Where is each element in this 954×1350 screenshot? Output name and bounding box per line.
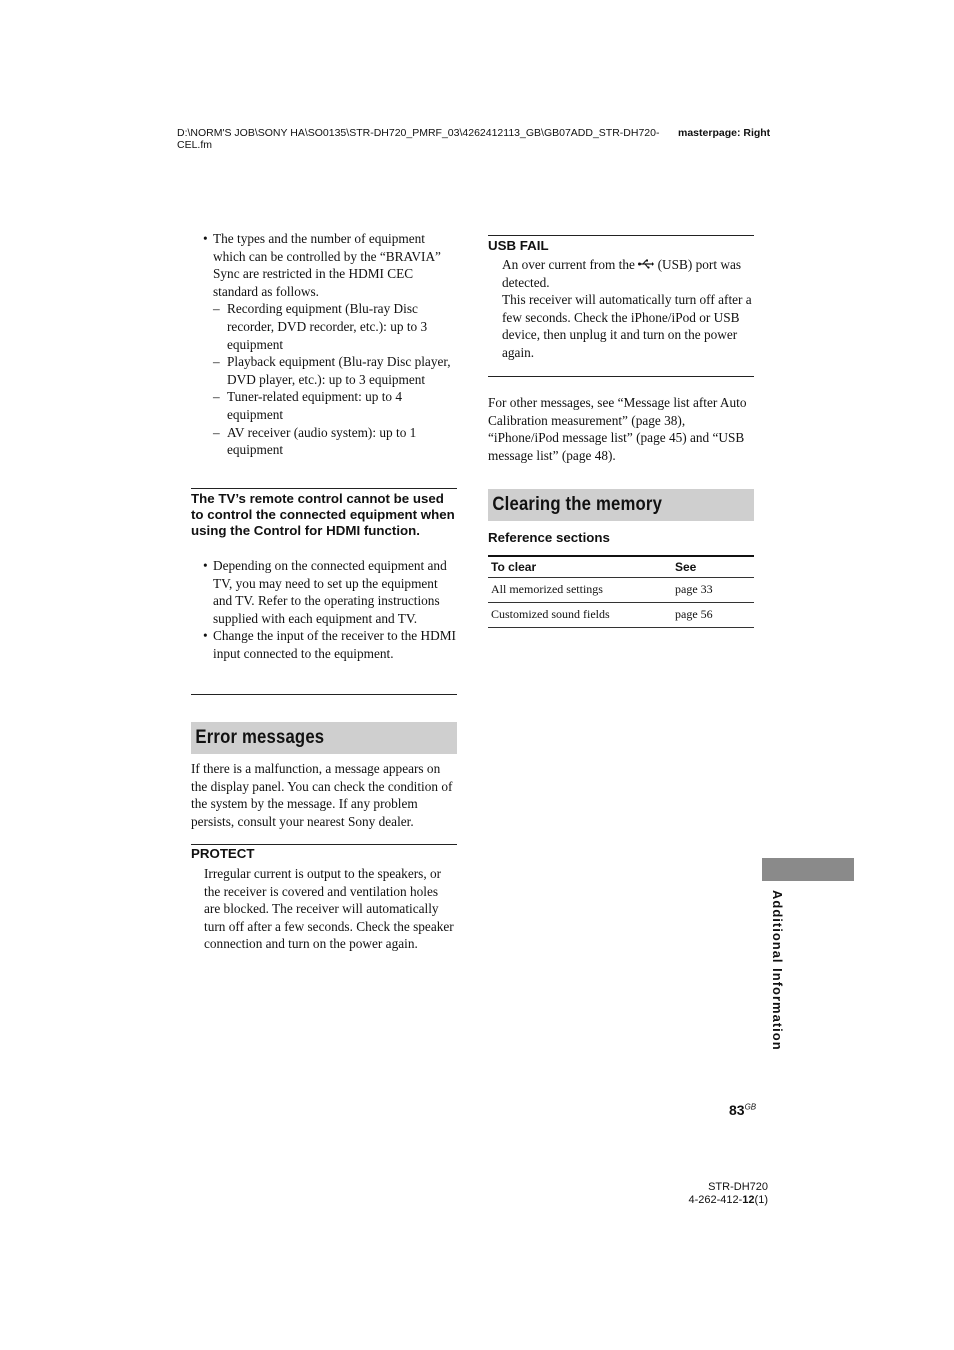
divider: [191, 488, 457, 489]
part-number: [660, 1194, 768, 1207]
list-item: – Recording equipment (Blu-ray Disc recorder, DVD recorder, etc.): up to 3 equipment: [213, 301, 428, 352]
section-header-error-messages: [191, 722, 457, 754]
side-tab-label: [770, 890, 790, 1060]
table-row: [488, 578, 754, 603]
table-cell: All memorized settings: [488, 578, 672, 603]
page-number-suffix: GB: [744, 1102, 757, 1112]
protect-heading: PROTECT: [191, 846, 255, 861]
page-number-value: 83: [729, 1102, 745, 1118]
tv-remote-bullets: [191, 557, 457, 663]
usb-text-before: An over current from the: [502, 257, 635, 272]
page-number: [729, 1102, 756, 1118]
divider: [191, 844, 457, 845]
reference-table: [488, 555, 754, 628]
side-tab-marker: [762, 858, 854, 881]
table-row: [488, 603, 754, 628]
error-intro: If there is a malfunction, a message appears on the display panel. You can check the condition of the system by the message. If any problem persists, consult your nearest Sony dealer.: [191, 761, 453, 829]
section-header-clearing-memory: [488, 489, 754, 521]
usb-fail-text: [502, 256, 754, 362]
list-item: • Depending on the connected equipment and TV, you may need to set up the equipment and TV. Refer to the operating instructions supplied with each equipment and TV.: [203, 558, 447, 626]
column-header-see: See: [672, 556, 754, 578]
section-title: Error messages: [195, 727, 325, 748]
dash-text: AV receiver (audio system): up to 1 equipment: [227, 424, 417, 458]
bullet-text: Change the input of the receiver to the HDMI input connected to the equipment.: [213, 628, 456, 661]
reference-sections-heading: Reference sections: [488, 530, 610, 545]
model-number: STR-DH720: [708, 1181, 768, 1193]
part-number-bold: 12: [742, 1193, 755, 1206]
usb-text-after: (USB) port was detected.: [502, 257, 742, 290]
dash-text: Playback equipment (Blu-ray Disc player, DVD player, etc.): up to 3 equipment: [227, 354, 451, 387]
list-item: – Tuner-related equipment: up to 4 equipment: [213, 389, 403, 422]
table-cell: page 33: [672, 578, 754, 603]
tv-remote-heading: The TV’s remote control cannot be used to control the connected equipment when using the Control for HDMI function.: [191, 491, 455, 538]
list-item: • The types and the number of equipment which can be controlled by the “BRAVIA” Sync are restricted in the HDMI CEC standard as follows.: [203, 231, 441, 299]
usb-fail-heading: USB FAIL: [488, 238, 549, 253]
dash-text: Tuner-related equipment: up to 4 equipment: [227, 389, 403, 422]
section-title: Clearing the memory: [492, 494, 663, 515]
divider: [488, 376, 754, 377]
footer-code: [660, 1181, 768, 1206]
masterpage-label: masterpage: Right: [678, 127, 771, 139]
other-messages-text: For other messages, see “Message list after Auto Calibration measurement” (page 38), “iPhone/iPod message list” (page 45) and “USB message list” (page 48).: [488, 395, 747, 463]
table-header-row: [488, 556, 754, 578]
divider: [488, 235, 754, 236]
list-item: – AV receiver (audio system): up to 1 equipment: [213, 424, 417, 458]
side-tab-text: Additional Information: [770, 890, 785, 1051]
bullet-text: The types and the number of equipment which can be controlled by the “BRAVIA” Sync are restricted in the HDMI CEC standard as follows.: [213, 231, 441, 299]
file-path-header: D:\NORM'S JOB\SONY HA\SO0135\STR-DH720_PMRF_03\4262412113_GB\GB07ADD_STR-DH720-CEL.fm: [177, 127, 660, 151]
part-number-prefix: 4-262-412-: [688, 1193, 743, 1206]
part-number-suffix: (1): [754, 1193, 768, 1206]
usb-icon: [638, 256, 654, 266]
usb-text-2: This receiver will automatically turn off after a few seconds. Check the iPhone/iPod or USB device, then unplug it and turn on the power again.: [502, 292, 752, 360]
bullet-text: Depending on the connected equipment and TV, you may need to set up the equipment and TV. Refer to the operating instructions supplied with each equipment and TV.: [213, 558, 447, 626]
protect-text: Irregular current is output to the speakers, or the receiver is covered and ventilation holes are blocked. The receiver will automatically turn off after a few seconds. Check the speaker connection and turn on the power again.: [204, 866, 454, 952]
left-column: [191, 230, 457, 459]
dash-text: Recording equipment (Blu-ray Disc recorder, DVD recorder, etc.): up to 3 equipment: [227, 301, 428, 352]
divider: [191, 694, 457, 695]
column-header-to-clear: To clear: [488, 556, 672, 578]
table-cell: page 56: [672, 603, 754, 628]
list-item: – Playback equipment (Blu-ray Disc player, DVD player, etc.): up to 3 equipment: [213, 354, 451, 387]
table-cell: Customized sound fields: [488, 603, 672, 628]
list-item: • Change the input of the receiver to the HDMI input connected to the equipment.: [203, 628, 456, 661]
